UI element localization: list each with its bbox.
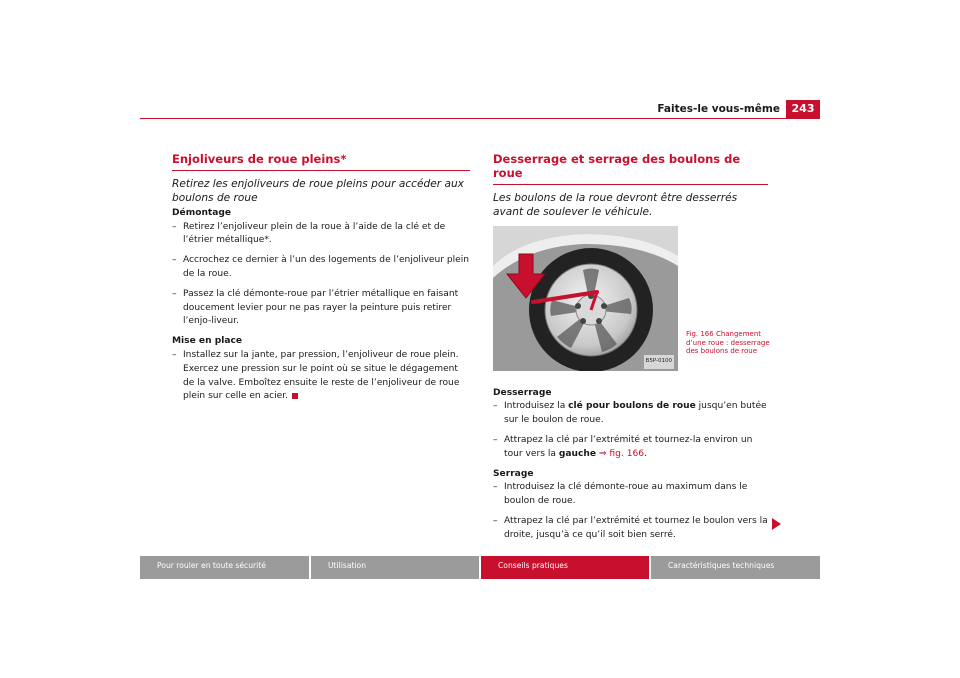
step-emphasis: clé pour boulons de roue bbox=[568, 401, 696, 412]
wheel-figure bbox=[493, 226, 678, 371]
list-item bbox=[172, 349, 470, 404]
footer-tab-practical-tips[interactable]: Conseils pratiques bbox=[481, 556, 649, 579]
section-lead-wheel-bolts: Les boulons de la roue devront être desserrés avant de soulever le véhicule. bbox=[493, 191, 738, 218]
figure-caption: Fig. 166 Changement d’une roue : desserrage des boulons de roue bbox=[686, 330, 770, 356]
tighten-title: Serrage bbox=[493, 468, 534, 479]
removal-steps bbox=[172, 221, 470, 330]
install-step-text: Installez sur la jante, par pression, l’enjoliveur de roue plein. Exercez une pression sur le point où se situe le dégagement de la valve. Emboîtez ensuite le reste de l’enjoliveur de roue plein sur celle en acier. bbox=[183, 349, 460, 402]
footer-tab-technical-data[interactable]: Caractéristiques techniques bbox=[651, 556, 820, 579]
footer-tab-usage[interactable]: Utilisation bbox=[311, 556, 479, 579]
install-steps bbox=[172, 349, 470, 404]
section-end-icon bbox=[292, 393, 298, 399]
list-item: – Retirez l’enjoliveur plein de la roue à l’aide de la clé et de l’étrier métallique*. bbox=[172, 221, 470, 249]
list-item: – Passez la clé démonte-roue par l’étrier métallique en faisant doucement levier pour ne pas rayer la peinture puis retirer l’enjo-liveur. bbox=[172, 288, 470, 329]
removal-title: Démontage bbox=[172, 207, 232, 218]
figure-reference-link[interactable]: ⇒ fig. 166 bbox=[598, 448, 645, 459]
step-text: Attrapez la clé par l’extrémité et tournez-la environ un tour vers la bbox=[504, 434, 753, 459]
header-title: Faites-le vous-même bbox=[657, 103, 780, 115]
figure-code: B5P-0100 bbox=[644, 355, 674, 369]
wheel-illustration bbox=[493, 226, 678, 371]
tighten-steps bbox=[493, 481, 768, 542]
loosen-title: Desserrage bbox=[493, 387, 552, 398]
section-heading-hubcaps: Enjoliveurs de roue pleins* bbox=[172, 153, 470, 171]
header-rule bbox=[140, 118, 820, 119]
list-item: – Attrapez la clé par l’extrémité et tournez le boulon vers la droite, jusqu’à ce qu’il soit bien serré. bbox=[493, 515, 768, 543]
step-emphasis: gauche bbox=[558, 448, 597, 459]
list-item bbox=[493, 434, 768, 462]
footer-tab-safety[interactable]: Pour rouler en toute sécurité bbox=[140, 556, 309, 579]
loosen-steps bbox=[493, 400, 768, 461]
continue-arrow-icon bbox=[772, 518, 781, 530]
left-column bbox=[172, 153, 470, 410]
list-item bbox=[493, 400, 768, 428]
list-item: – Introduisez la clé démonte-roue au maximum dans le boulon de roue. bbox=[493, 481, 768, 509]
section-lead-hubcaps: Retirez les enjoliveurs de roue pleins pour accéder aux boulons de roue bbox=[172, 177, 464, 204]
install-title: Mise en place bbox=[172, 336, 243, 347]
step-text: Introduisez la bbox=[504, 401, 569, 412]
step-text: . bbox=[644, 448, 647, 459]
page-number: 243 bbox=[786, 100, 820, 118]
section-heading-wheel-bolts: Desserrage et serrage des boulons de roue bbox=[493, 153, 768, 185]
list-item: – Accrochez ce dernier à l’un des logements de l’enjoliveur plein de la roue. bbox=[172, 254, 470, 282]
step-text: jusqu’en butée sur le boulon de roue. bbox=[504, 401, 767, 426]
